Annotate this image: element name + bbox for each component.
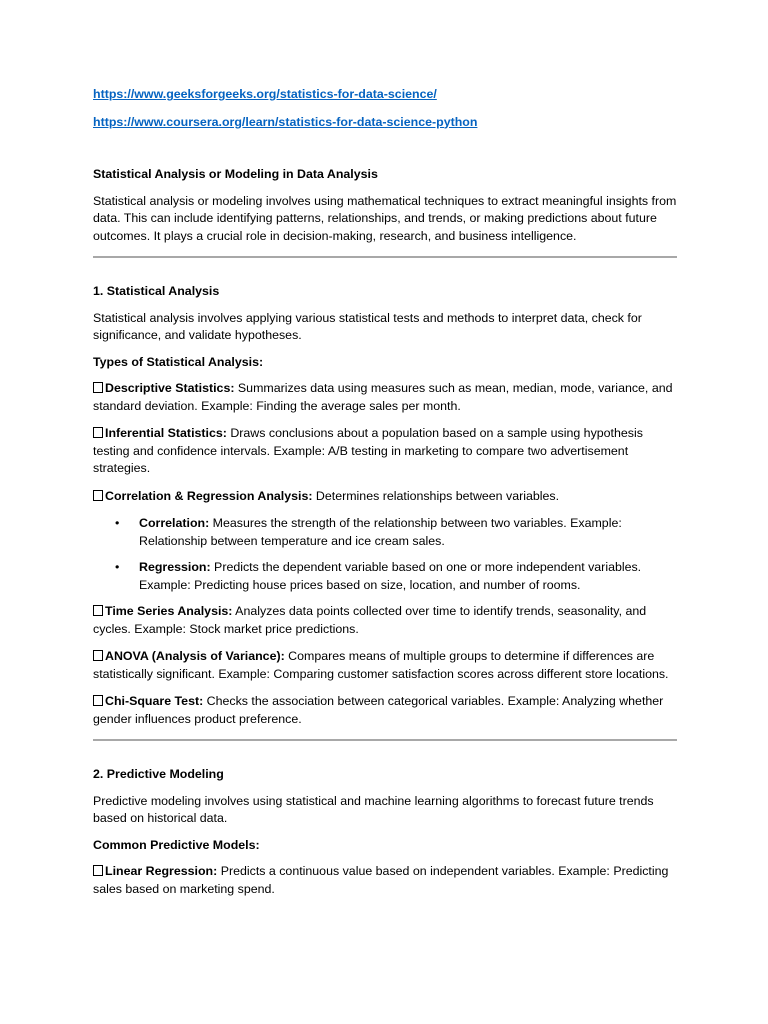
intro-heading: Statistical Analysis or Modeling in Data Analysis [93, 167, 378, 181]
item-text: Summarizes data using measures such as mean, median, mode, variance, and standard deviation. Example: Finding the average sales per month. [93, 381, 673, 413]
checkbox-icon [93, 490, 103, 501]
item-term: Correlation & Regression Analysis: [105, 488, 313, 503]
section-divider [93, 739, 677, 741]
item-term: Descriptive Statistics: [105, 381, 235, 395]
geeksforgeeks-link[interactable]: https://www.geeksforgeeks.org/statistics-for-data-science/ [93, 87, 437, 101]
list-item [93, 380, 677, 415]
bullet-item [115, 559, 677, 594]
checkbox-icon [93, 382, 103, 393]
item-term: Time Series Analysis: [105, 604, 233, 618]
bullet-item [115, 515, 677, 550]
bullet-text: Measures the strength of the relationship between two variables. Example: Relationship between temperature and ice cream sales. [139, 516, 622, 548]
list-item [93, 648, 677, 683]
bullet-text: Predicts the dependent variable based on one or more independent variables. Example: Predicting house prices based on size, location, and number of rooms. [139, 560, 642, 592]
document-page [93, 86, 677, 908]
list-item [93, 863, 677, 898]
coursera-link[interactable]: https://www.coursera.org/learn/statistics-for-data-science-python [93, 114, 478, 129]
list-item [93, 693, 677, 728]
list-item [93, 603, 677, 638]
checkbox-icon [93, 695, 103, 706]
item-text: Compares means of multiple groups to determine if differences are statistically significant. Example: Comparing customer satisfaction scores across different store locations. [93, 649, 669, 681]
bullet-term: Correlation: [139, 516, 210, 530]
item-text: Checks the association between categorical variables. Example: Analyzing whether gender influences product preference. [93, 694, 664, 726]
bullet-list [93, 515, 677, 594]
types-heading: Types of Statistical Analysis: [93, 354, 264, 369]
item-text: Draws conclusions about a population based on a sample using hypothesis testing and confidence intervals. Example: A/B testing in marketing to compare two advertisement strategies. [93, 426, 643, 475]
section2-paragraph: Predictive modeling involves using statistical and machine learning algorithms to forecast future trends based on historical data. [93, 793, 654, 825]
intro-paragraph: Statistical analysis or modeling involves using mathematical techniques to extract meaningful insights from data. This can include identifying patterns, relationships, and trends, or making predictions about future outcomes. It plays a crucial role in decision-making, research, and business intelligence. [93, 193, 677, 243]
bullet-marker: • [115, 516, 120, 530]
section1-paragraph: Statistical analysis involves applying various statistical tests and methods to interpret data, check for significance, and validate hypotheses. [93, 310, 642, 342]
list-item [93, 488, 677, 506]
checkbox-icon [93, 427, 103, 438]
item-text: Analyzes data points collected over time to identify trends, seasonality, and cycles. Example: Stock market price predictions. [93, 604, 647, 636]
item-term: ANOVA (Analysis of Variance): [105, 649, 285, 663]
checkbox-icon [93, 865, 103, 876]
section2-heading: 2. Predictive Modeling [93, 767, 224, 781]
item-text: Determines relationships between variables. [312, 488, 560, 503]
models-heading: Common Predictive Models: [93, 837, 260, 852]
checkbox-icon [93, 650, 103, 661]
item-term: Inferential Statistics: [105, 426, 227, 440]
section1-heading: 1. Statistical Analysis [93, 284, 220, 298]
item-term: Chi-Square Test: [105, 694, 204, 708]
section-divider [93, 256, 677, 258]
bullet-marker: • [115, 560, 120, 574]
item-term: Linear Regression: [105, 864, 218, 878]
checkbox-icon [93, 605, 103, 616]
item-text: Predicts a continuous value based on independent variables. Example: Predicting sales based on marketing spend. [93, 864, 669, 896]
list-item [93, 425, 677, 478]
bullet-term: Regression: [139, 560, 211, 574]
